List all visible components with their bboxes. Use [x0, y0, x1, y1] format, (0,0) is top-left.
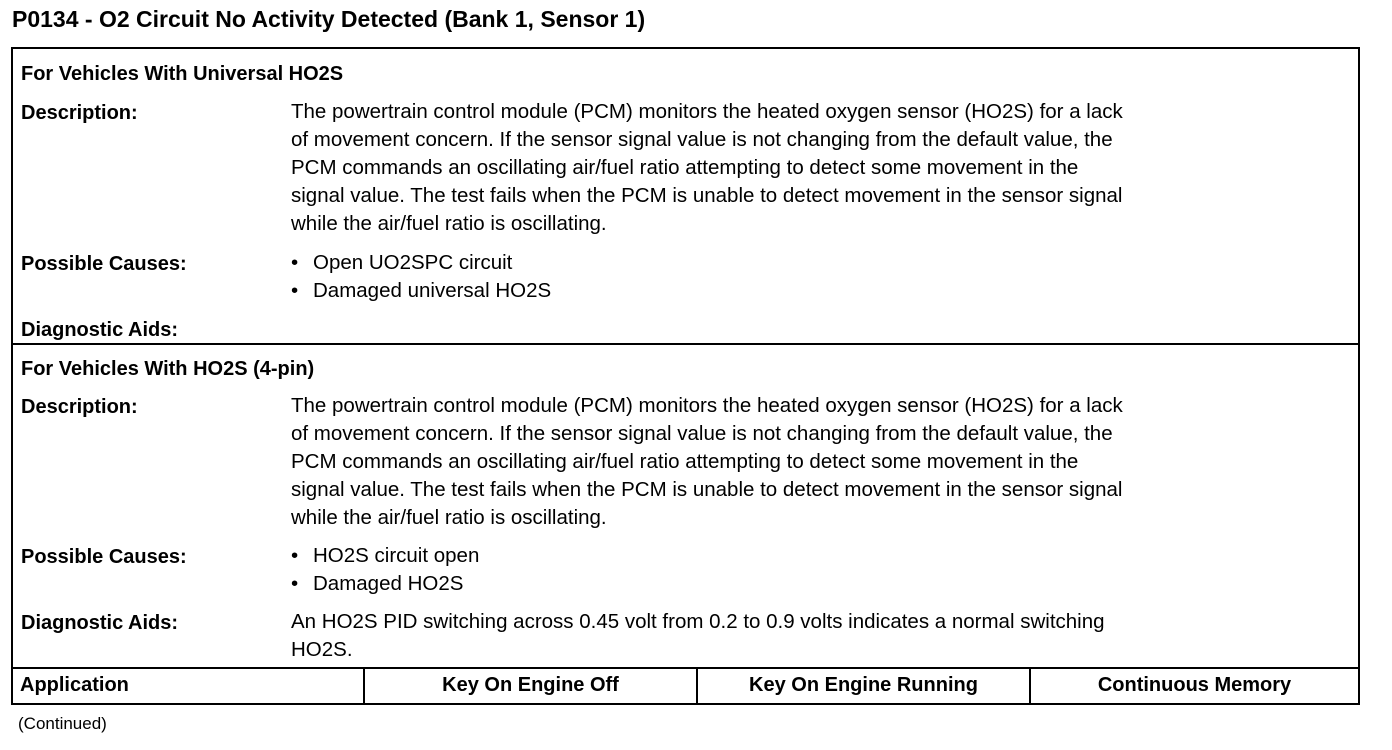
- text-line: The powertrain control module (PCM) monitors the heated oxygen sensor (HO2S) for a lack: [291, 394, 1123, 417]
- list-item: [291, 570, 479, 598]
- text-line: The powertrain control module (PCM) monitors the heated oxygen sensor (HO2S) for a lack: [291, 100, 1123, 123]
- koeo-header: Key On Engine Off: [365, 669, 698, 703]
- section-divider: [13, 343, 1358, 345]
- application-row: [13, 667, 1358, 703]
- description-text: [291, 392, 1123, 532]
- continuous-memory-header: Continuous Memory: [1097, 674, 1292, 696]
- cause-text: Damaged universal HO2S: [313, 279, 552, 302]
- dtc-table: [11, 47, 1360, 705]
- text-line: while the air/fuel ratio is oscillating.: [291, 212, 607, 235]
- bullet-icon: •: [291, 251, 299, 274]
- possible-causes-list: [291, 542, 479, 598]
- text-line: signal value. The test fails when the PCM is unable to detect movement in the sensor signal: [291, 478, 1123, 501]
- text-line: An HO2S PID switching across 0.45 volt from 0.2 to 0.9 volts indicates a normal switching: [291, 610, 1105, 633]
- text-line: of movement concern. If the sensor signal value is not changing from the default value, the: [291, 128, 1113, 151]
- section-heading-4pin: For Vehicles With HO2S (4-pin): [21, 358, 315, 380]
- cause-text: HO2S circuit open: [313, 544, 480, 567]
- possible-causes-label: Possible Causes:: [21, 253, 187, 275]
- description-text: [291, 98, 1123, 238]
- diagnostic-aids-label: Diagnostic Aids:: [21, 612, 179, 634]
- section-heading-universal: For Vehicles With Universal HO2S: [21, 63, 344, 85]
- text-line: while the air/fuel ratio is oscillating.: [291, 506, 607, 529]
- diagnostic-aids-text: [291, 608, 1105, 664]
- possible-causes-label: Possible Causes:: [21, 546, 187, 568]
- text-line: PCM commands an oscillating air/fuel ratio attempting to detect some movement in the: [291, 156, 1079, 179]
- bullet-icon: •: [291, 544, 299, 567]
- continued-note: (Continued): [18, 714, 107, 733]
- diagnostic-aids-label: Diagnostic Aids:: [21, 319, 179, 341]
- possible-causes-list: [291, 249, 551, 305]
- list-item: [291, 277, 551, 305]
- bullet-icon: •: [291, 279, 299, 302]
- list-item: [291, 249, 551, 277]
- page-title: P0134 - O2 Circuit No Activity Detected (Bank 1, Sensor 1): [12, 6, 646, 32]
- application-header: Application: [13, 669, 365, 703]
- cause-text: Damaged HO2S: [313, 572, 464, 595]
- text-line: HO2S.: [291, 638, 353, 661]
- cause-text: Open UO2SPC circuit: [313, 251, 513, 274]
- koer-header: Key On Engine Running: [698, 669, 1031, 703]
- text-line: signal value. The test fails when the PCM is unable to detect movement in the sensor signal: [291, 184, 1123, 207]
- description-label: Description:: [21, 396, 138, 418]
- description-label: Description:: [21, 102, 138, 124]
- bullet-icon: •: [291, 572, 299, 595]
- text-line: PCM commands an oscillating air/fuel ratio attempting to detect some movement in the: [291, 450, 1079, 473]
- list-item: [291, 542, 479, 570]
- text-line: of movement concern. If the sensor signal value is not changing from the default value, the: [291, 422, 1113, 445]
